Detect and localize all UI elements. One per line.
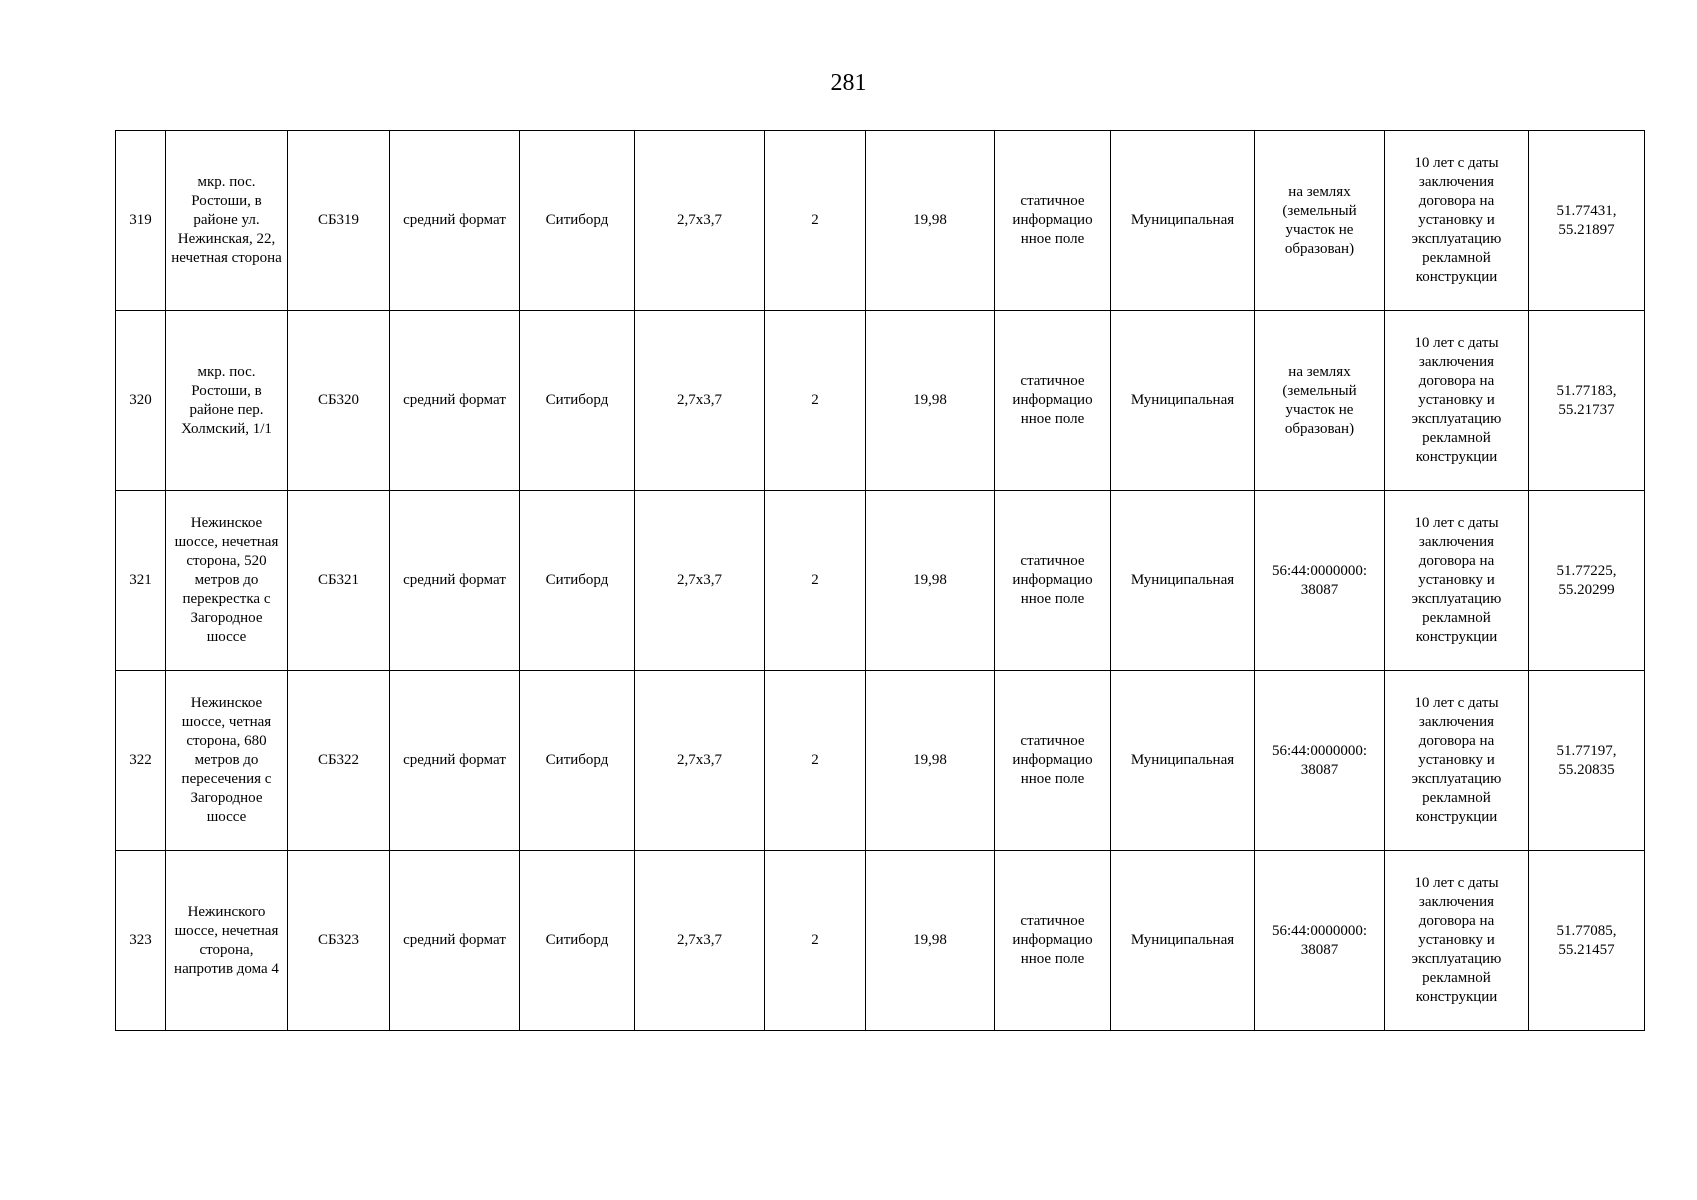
cell-address: Нежинское шоссе, нечетная сторона, 520 метров до перекрестка с Загородное шоссе: [166, 491, 288, 671]
cell-term: 10 лет с даты заключения договора на установку и эксплуатацию рекламной конструкции: [1385, 131, 1529, 311]
cell-area: 19,98: [866, 491, 995, 671]
cell-address: мкр. пос. Ростоши, в районе пер. Холмский, 1/1: [166, 311, 288, 491]
cell-ownership: Муниципальная: [1111, 671, 1255, 851]
cell-code: СБ321: [288, 491, 390, 671]
cell-ownership: Муниципальная: [1111, 491, 1255, 671]
cell-format: средний формат: [390, 491, 520, 671]
cell-sides: 2: [765, 491, 866, 671]
cell-field: статичное информацио нное поле: [995, 311, 1111, 491]
cell-ownership: Муниципальная: [1111, 311, 1255, 491]
cell-code: СБ323: [288, 851, 390, 1031]
cell-land: на землях (земельный участок не образован): [1255, 311, 1385, 491]
cell-number: 319: [116, 131, 166, 311]
cell-term: 10 лет с даты заключения договора на установку и эксплуатацию рекламной конструкции: [1385, 671, 1529, 851]
cell-number: 321: [116, 491, 166, 671]
table-row: [116, 491, 1645, 671]
cell-land: на землях (земельный участок не образован): [1255, 131, 1385, 311]
cell-sides: 2: [765, 131, 866, 311]
cell-code: СБ319: [288, 131, 390, 311]
table-row: [116, 671, 1645, 851]
cell-address: Нежинского шоссе, нечетная сторона, напротив дома 4: [166, 851, 288, 1031]
cell-term: 10 лет с даты заключения договора на установку и эксплуатацию рекламной конструкции: [1385, 491, 1529, 671]
table-row: [116, 311, 1645, 491]
cell-format: средний формат: [390, 851, 520, 1031]
cell-address: мкр. пос. Ростоши, в районе ул. Нежинская, 22, нечетная сторона: [166, 131, 288, 311]
cell-number: 320: [116, 311, 166, 491]
cell-type: Ситиборд: [520, 851, 635, 1031]
cell-area: 19,98: [866, 311, 995, 491]
cell-size: 2,7х3,7: [635, 851, 765, 1031]
cell-coords: 51.77183, 55.21737: [1529, 311, 1645, 491]
cell-land: 56:44:0000000: 38087: [1255, 851, 1385, 1031]
cell-format: средний формат: [390, 311, 520, 491]
cell-size: 2,7х3,7: [635, 491, 765, 671]
cell-address: Нежинское шоссе, четная сторона, 680 метров до пересечения с Загородное шоссе: [166, 671, 288, 851]
cell-number: 322: [116, 671, 166, 851]
cell-ownership: Муниципальная: [1111, 131, 1255, 311]
cell-term: 10 лет с даты заключения договора на установку и эксплуатацию рекламной конструкции: [1385, 851, 1529, 1031]
cell-coords: 51.77085, 55.21457: [1529, 851, 1645, 1031]
registry-table: [115, 130, 1645, 1031]
table-row: [116, 131, 1645, 311]
cell-format: средний формат: [390, 671, 520, 851]
cell-type: Ситиборд: [520, 131, 635, 311]
page-number: 281: [830, 70, 867, 96]
cell-format: средний формат: [390, 131, 520, 311]
cell-land: 56:44:0000000: 38087: [1255, 491, 1385, 671]
cell-coords: 51.77197, 55.20835: [1529, 671, 1645, 851]
cell-sides: 2: [765, 851, 866, 1031]
cell-sides: 2: [765, 671, 866, 851]
cell-ownership: Муниципальная: [1111, 851, 1255, 1031]
cell-size: 2,7х3,7: [635, 311, 765, 491]
cell-field: статичное информацио нное поле: [995, 491, 1111, 671]
cell-term: 10 лет с даты заключения договора на установку и эксплуатацию рекламной конструкции: [1385, 311, 1529, 491]
cell-number: 323: [116, 851, 166, 1031]
cell-type: Ситиборд: [520, 311, 635, 491]
cell-sides: 2: [765, 311, 866, 491]
cell-area: 19,98: [866, 131, 995, 311]
cell-area: 19,98: [866, 671, 995, 851]
cell-type: Ситиборд: [520, 491, 635, 671]
cell-coords: 51.77225, 55.20299: [1529, 491, 1645, 671]
cell-field: статичное информацио нное поле: [995, 851, 1111, 1031]
cell-code: СБ320: [288, 311, 390, 491]
cell-coords: 51.77431, 55.21897: [1529, 131, 1645, 311]
cell-size: 2,7х3,7: [635, 671, 765, 851]
cell-size: 2,7х3,7: [635, 131, 765, 311]
cell-land: 56:44:0000000: 38087: [1255, 671, 1385, 851]
cell-type: Ситиборд: [520, 671, 635, 851]
table-row: [116, 851, 1645, 1031]
cell-field: статичное информацио нное поле: [995, 131, 1111, 311]
cell-code: СБ322: [288, 671, 390, 851]
cell-field: статичное информацио нное поле: [995, 671, 1111, 851]
cell-area: 19,98: [866, 851, 995, 1031]
